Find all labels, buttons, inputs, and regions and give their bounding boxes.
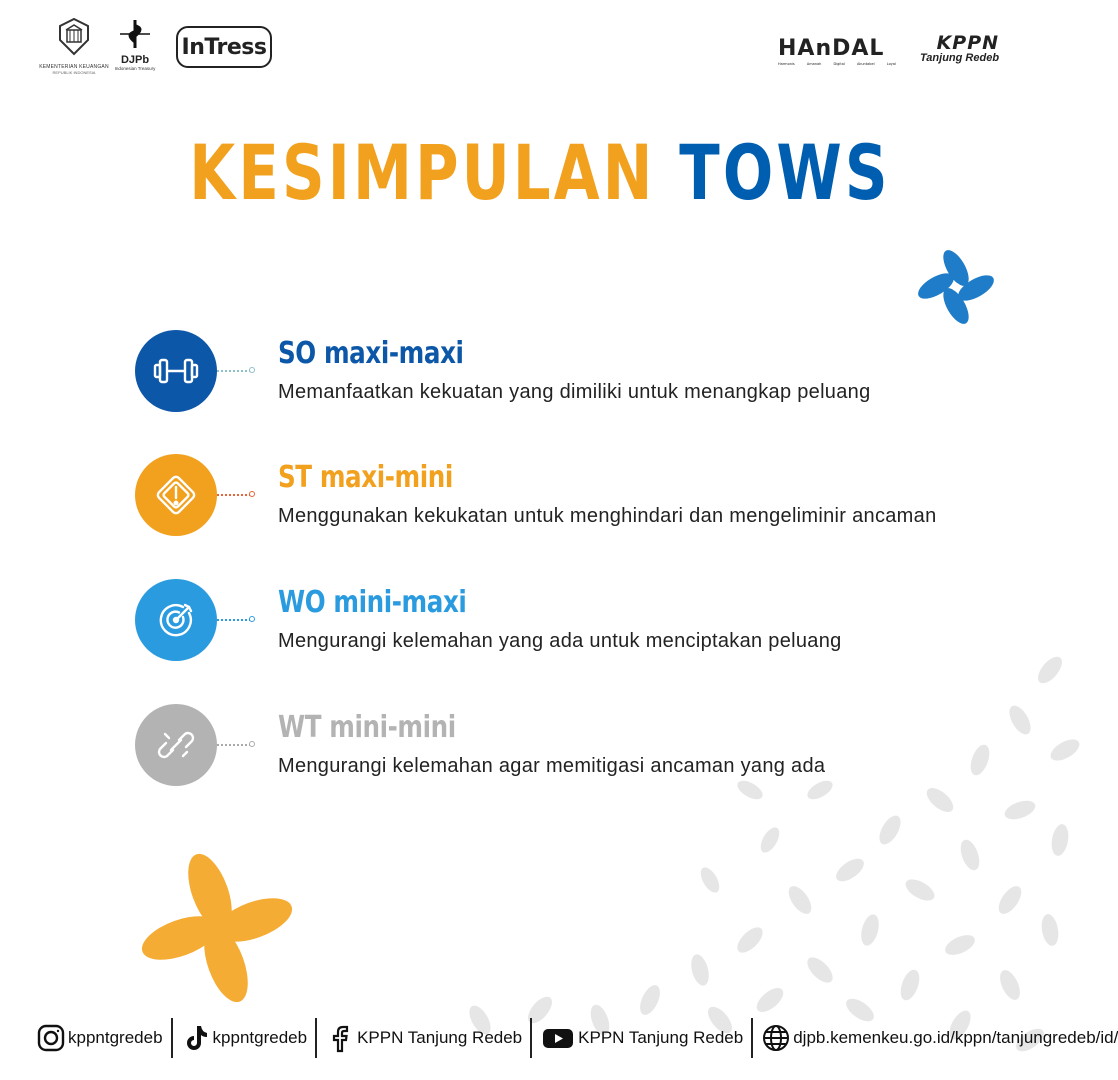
wt-connector-dot xyxy=(249,741,255,747)
petal-pattern-background xyxy=(420,640,1080,1080)
kemenkeu-seal-icon xyxy=(54,16,94,56)
so-description: Memanfaatkan kekuatan yang dimiliki untuk menangkap peluang xyxy=(278,381,871,403)
instagram-icon xyxy=(36,1023,66,1053)
so-connector xyxy=(217,370,251,372)
djpb-mark-icon xyxy=(116,18,154,50)
target-icon xyxy=(151,595,201,645)
warning-diamond-icon xyxy=(151,470,201,520)
handal-sub-1: Harmonis xyxy=(778,62,795,66)
social-footer xyxy=(36,1018,1118,1058)
handal-sub-4: Akuntabel xyxy=(857,62,875,66)
facebook-link[interactable] xyxy=(325,1023,522,1053)
footer-divider xyxy=(530,1018,532,1058)
instagram-link[interactable] xyxy=(36,1023,163,1053)
kppn-logo xyxy=(920,32,999,64)
wo-description: Mengurangi kelemahan yang ada untuk menciptakan peluang xyxy=(278,630,842,652)
page-title xyxy=(119,128,961,217)
footer-divider xyxy=(751,1018,753,1058)
wt-connector xyxy=(217,744,251,746)
youtube-icon xyxy=(540,1023,576,1053)
title-part2: TOWS xyxy=(679,128,891,217)
djpb-name: DJPb xyxy=(120,54,150,66)
globe-icon xyxy=(761,1023,791,1053)
wt-heading: WT mini-mini xyxy=(278,710,456,745)
instagram-handle: kppntgredeb xyxy=(68,1028,163,1047)
wo-connector xyxy=(217,619,251,621)
so-connector-dot xyxy=(249,367,255,373)
dumbbell-icon xyxy=(151,346,201,396)
wo-connector-dot xyxy=(249,616,255,622)
tiktok-handle: kppntgredeb xyxy=(212,1028,308,1047)
kemenkeu-line2: REPUBLIK INDONESIA xyxy=(52,70,96,75)
handal-sub-3: Digital xyxy=(833,62,845,66)
kemenkeu-line1: KEMENTERIAN KEUANGAN xyxy=(39,64,109,70)
website-url: djpb.kemenkeu.go.id/kppn/tanjungredeb/id/ xyxy=(793,1028,1118,1047)
so-heading: SO maxi-maxi xyxy=(278,336,464,371)
orange-flower-decoration xyxy=(140,850,296,1006)
st-connector-dot xyxy=(249,491,255,497)
kppn-name: KPPN xyxy=(936,32,1000,54)
st-description: Menggunakan kekukatan untuk menghindari dan mengeliminir ancaman xyxy=(278,505,937,527)
st-icon-circle xyxy=(135,454,217,536)
wo-heading: WO mini-maxi xyxy=(278,585,467,620)
footer-divider xyxy=(171,1018,173,1058)
facebook-name: KPPN Tanjung Redeb xyxy=(357,1028,523,1047)
youtube-link[interactable] xyxy=(540,1023,743,1053)
wt-description: Mengurangi kelemahan agar memitigasi ancaman yang ada xyxy=(278,755,826,777)
handal-name: HAnDAL xyxy=(778,36,885,61)
tiktok-icon xyxy=(181,1023,211,1053)
handal-sub-2: Amanah xyxy=(806,62,822,66)
website-link[interactable] xyxy=(761,1023,1118,1053)
kemenkeu-logo xyxy=(38,16,110,75)
title-part1: KESIMPULAN xyxy=(189,128,656,217)
st-connector xyxy=(217,494,251,496)
youtube-name: KPPN Tanjung Redeb xyxy=(578,1028,744,1047)
handal-sub-5: Loyal xyxy=(886,62,896,66)
facebook-icon xyxy=(325,1023,355,1053)
broken-link-icon xyxy=(151,720,201,770)
djpb-logo xyxy=(110,18,160,71)
tiktok-link[interactable] xyxy=(181,1023,308,1053)
intress-logo: InTress xyxy=(176,26,272,68)
so-icon-circle xyxy=(135,330,217,412)
kppn-office: Tanjung Redeb xyxy=(920,52,1000,64)
blue-flower-decoration xyxy=(918,250,994,324)
st-heading: ST maxi-mini xyxy=(278,460,453,495)
wo-icon-circle xyxy=(135,579,217,661)
handal-logo xyxy=(778,36,896,66)
djpb-tagline: Indonesian Treasury xyxy=(114,66,156,71)
footer-divider xyxy=(315,1018,317,1058)
wt-icon-circle xyxy=(135,704,217,786)
